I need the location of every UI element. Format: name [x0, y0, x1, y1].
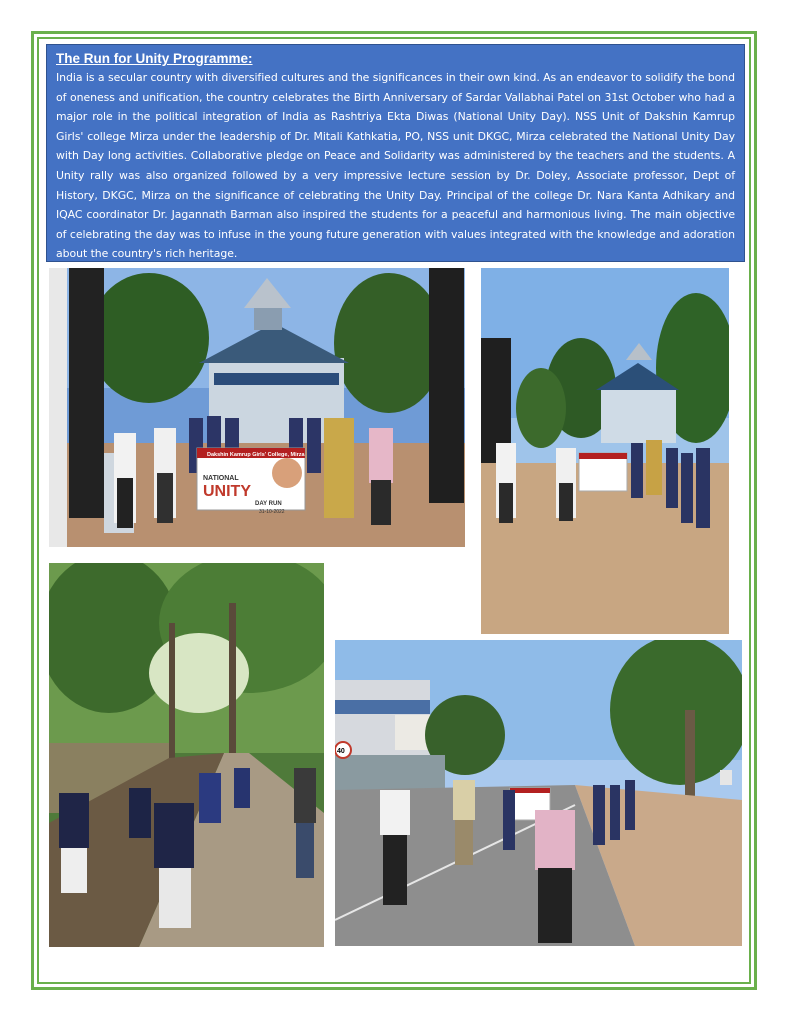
- photo-group-at-gate-image: [49, 268, 465, 547]
- photo-rally-tree-path: [49, 563, 324, 947]
- photo-rally-road: [335, 640, 742, 946]
- photo-group-at-gate: [49, 268, 465, 547]
- banner-national-text: NATIONAL: [203, 475, 239, 482]
- banner-college-text: Dakshin Kamrup Girls' College, Mirza: [207, 452, 305, 458]
- banner-run-text: DAY RUN: [255, 501, 282, 507]
- section-title: The Run for Unity Programme:: [56, 51, 253, 66]
- section-body: India is a secular country with diversified cultures and the significances in their own kind. As an endeavor to solidify the bond of oneness and unification, the country celebrates the Birth Anniversary of Sardar Vallabhai Patel on 31st October who had a major role in the political integration of India as Rashtriya Ekta Diwas (National Unity Day). NSS Unit of Dakshin Kamrup Girls' college Mirza under the leadership of Dr. Mitali Kathkatia, PO, NSS unit DKGC, Mirza celebrated the National Unity Day with Day long activities. Collaborative pledge on Peace and Solidarity was administered by the teachers and the students. A Unity rally was also organized followed by a very impressive lecture session by Dr. Doley, Associate professor, Dept of History, DKGC, Mirza on the significance of celebrating the Unity Day. Principal of the college Dr. Nara Kanta Adhikary and IQAC coordinator Dr. Jagannath Barman also inspired the students for a peaceful and harmonious living. The main objective of celebrating the day was to infuse in the young future generation with values integrated with the knowledge and adoration about the country's rich heritage.: [56, 71, 735, 261]
- programme-text-box: [46, 44, 745, 262]
- photo-courtyard-gathering: [481, 268, 729, 634]
- photo-courtyard-gathering-image: [481, 268, 729, 634]
- photo-rally-road-image: [335, 640, 742, 946]
- photo-rally-tree-path-image: [49, 563, 324, 947]
- banner-unity-text: UNITY: [203, 483, 251, 500]
- banner-date-text: 31-10-2022: [259, 509, 285, 515]
- road-speed-sign: 40: [337, 748, 345, 755]
